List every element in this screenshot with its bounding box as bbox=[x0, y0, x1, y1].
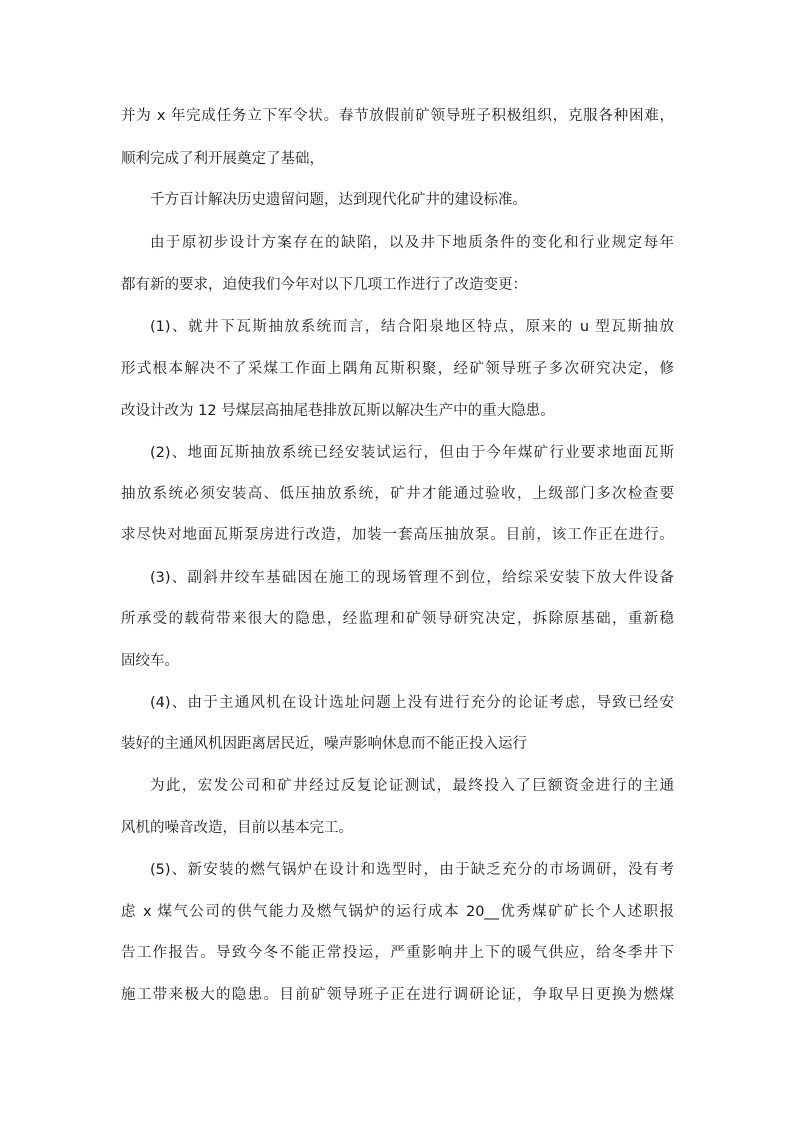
text-line: 千方百计解决历史遗留问题，达到现代化矿井的建设标准。 bbox=[150, 192, 527, 208]
text-line: 由于原初步设计方案存在的缺陷，以及井下地质条件的变化和行业规定每年 bbox=[150, 235, 674, 251]
text-line: 装好的主通风机因距离居民近，噪声影响休息而不能正投入运行 bbox=[121, 736, 527, 752]
text-line: 抽放系统必须安装高、低压抽放系统，矿井才能通过验收，上级部门多次检查要 bbox=[121, 486, 674, 502]
text-line: (1)、就井下瓦斯抽放系统而言，结合阳泉地区特点，原来的 u 型瓦斯抽放 bbox=[150, 319, 674, 335]
text-line: 虑 x 煤气公司的供气能力及燃气锅炉的运行成本 20__优秀煤矿矿长个人述职报 bbox=[121, 904, 674, 920]
text-line: 风机的噪音改造，目前以基本完工。 bbox=[121, 820, 353, 836]
text-line: 求尽快对地面瓦斯泵房进行改造，加装一套高压抽放泵。目前，该工作正在进行。 bbox=[121, 527, 674, 543]
text-line: 顺利完成了利开展奠定了基础， bbox=[121, 151, 324, 167]
text-line: (5)、新安装的燃气锅炉在设计和选型时，由于缺乏充分的市场调研，没有考 bbox=[150, 862, 674, 878]
text-line: 都有新的要求，迫使我们今年对以下几项工作进行了改造变更： bbox=[121, 277, 527, 293]
text-line: 固绞车。 bbox=[121, 653, 179, 669]
text-line: (2)、地面瓦斯抽放系统已经安装试运行，但由于今年煤矿行业要求地面瓦斯 bbox=[150, 445, 674, 461]
text-line: (4)、由于主通风机在设计选址问题上没有进行充分的论证考虑，导致已经安 bbox=[150, 695, 674, 711]
text-line: (3)、副斜井绞车基础因在施工的现场管理不到位，给综采安装下放大件设备 bbox=[150, 570, 674, 586]
text-line: 所承受的载荷带来很大的隐患，经监理和矿领导研究决定，拆除原基础，重新稳 bbox=[121, 611, 674, 627]
text-line: 改设计改为 12 号煤层高抽尾巷排放瓦斯以解决生产中的重大隐患。 bbox=[121, 403, 555, 419]
text-line: 告工作报告。导致今冬不能正常投运，严重影响井上下的暖气供应，给冬季井下 bbox=[121, 945, 674, 961]
text-line: 形式根本解决不了采煤工作面上隅角瓦斯积聚，经矿领导班子多次研究决定，修 bbox=[121, 361, 674, 377]
text-line: 为此，宏发公司和矿井经过反复论证测试，最终投入了巨额资金进行的主通 bbox=[150, 778, 674, 794]
text-line: 并为 x 年完成任务立下军令状。春节放假前矿领导班子积极组织，克服各种困难， bbox=[121, 108, 674, 124]
text-line: 施工带来极大的隐患。目前矿领导班子正在进行调研论证，争取早日更换为燃煤 bbox=[121, 987, 674, 1003]
